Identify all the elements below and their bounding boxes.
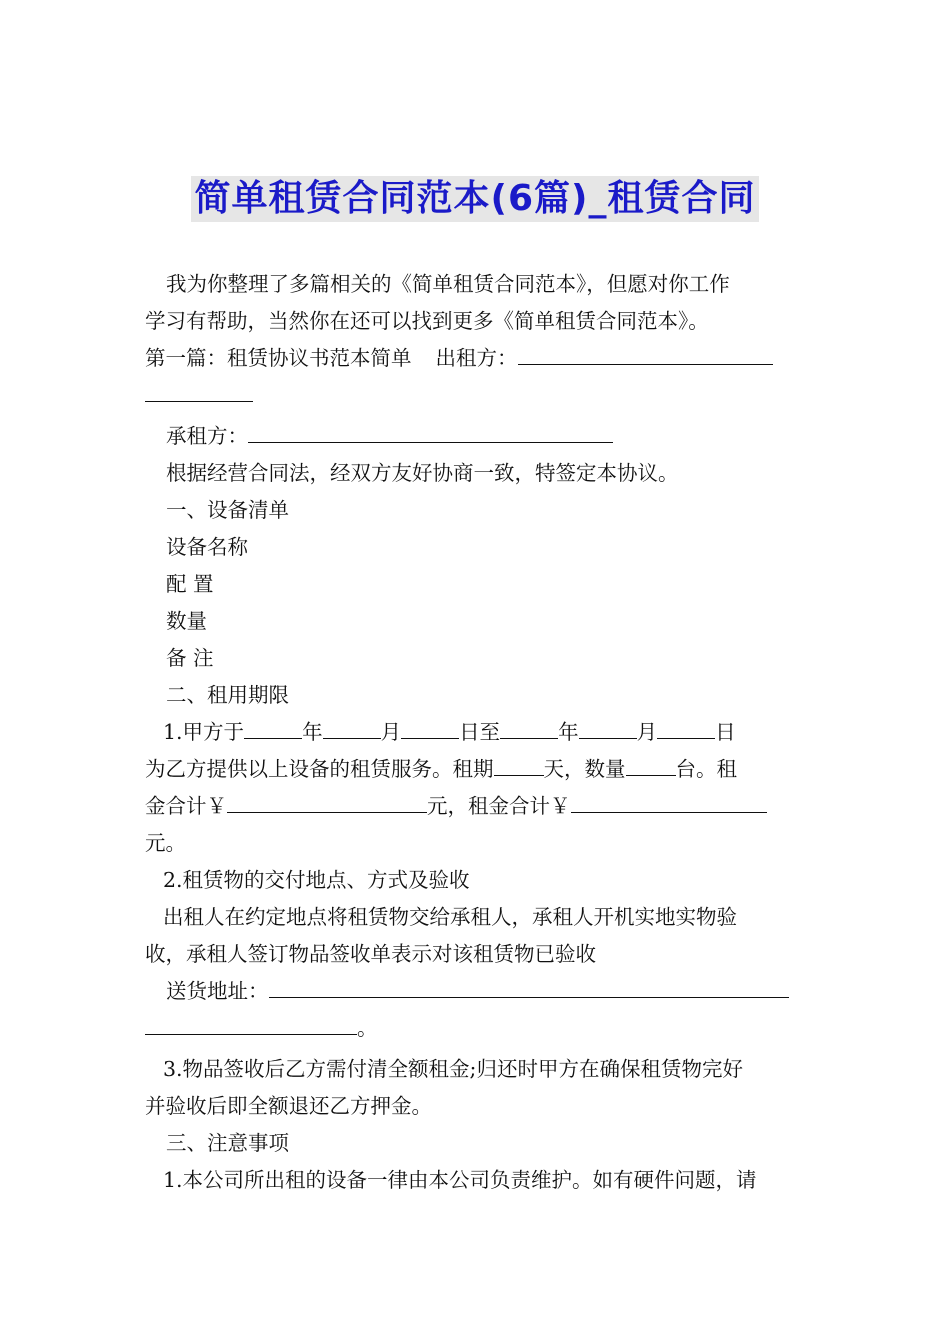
lessor-blank-2	[145, 381, 253, 402]
year-blank-1	[244, 718, 302, 739]
quantity-blank	[626, 755, 676, 776]
equipment-item-name: 设备名称	[166, 535, 248, 559]
clause-2-1-line-1	[145, 714, 807, 751]
month-label-2: 月	[636, 720, 658, 744]
delivery-address-label: 送货地址：	[166, 979, 269, 1003]
equipment-item-quantity: 数量	[166, 609, 207, 633]
clause-2-1-service-text: 为乙方提供以上设备的租赁服务。租期	[145, 757, 494, 781]
clause-2-1-line-2	[145, 751, 807, 788]
clause-2-1-line-4: 元。	[145, 831, 186, 855]
lessee-line	[145, 418, 807, 455]
clause-2-1-days-text: 天，数量	[543, 757, 626, 781]
month-blank-2	[579, 718, 637, 739]
lessor-blank-continuation	[145, 377, 807, 414]
day-label-2: 日	[715, 720, 736, 744]
intro-line-1: 我为你整理了多篇相关的《简单租赁合同范本》，但愿对你工作	[166, 272, 730, 296]
day-to-label: 日至	[459, 720, 501, 744]
clause-2-1-line-3	[145, 788, 807, 825]
clause-2-3-text-2: 并验收后即全额退还乙方押金。	[145, 1094, 432, 1118]
equipment-item-config: 配 置	[166, 572, 214, 596]
month-label-1: 月	[380, 720, 402, 744]
preamble: 根据经营合同法，经双方友好协商一致，特签定本协议。	[166, 461, 679, 485]
section2-heading: 二、租用期限	[166, 683, 289, 707]
clause-2-3-text-1: 3.物品签收后乙方需付清全额租金;归还时甲方在确保租赁物完好	[163, 1057, 743, 1081]
lessor-label: 出租方：	[435, 346, 518, 370]
day-blank-1	[401, 718, 459, 739]
part1-heading-line	[145, 340, 807, 377]
rent-total-blank-2	[571, 792, 767, 813]
year-label-2: 年	[558, 720, 579, 744]
document-body	[145, 266, 807, 1199]
equipment-item-remarks: 备 注	[166, 646, 214, 670]
delivery-address-end: 。	[357, 1016, 378, 1040]
month-blank-1	[323, 718, 381, 739]
day-blank-2	[657, 718, 715, 739]
delivery-address-blank-2	[145, 1014, 357, 1035]
rent-total-label-1: 金合计￥	[145, 794, 227, 818]
clause-2-2-heading: 2.租赁物的交付地点、方式及验收	[163, 868, 470, 892]
clause-2-1-units-text: 台。租	[675, 757, 737, 781]
clause-2-1-prefix: 1.甲方于	[163, 720, 245, 744]
delivery-address-blank	[269, 977, 789, 998]
section1-heading: 一、设备清单	[166, 498, 289, 522]
clause-3-1-text: 1.本公司所出租的设备一律由本公司负责维护。如有硬件问题，请	[163, 1168, 757, 1192]
term-days-blank	[494, 755, 544, 776]
delivery-address-continuation	[145, 1010, 807, 1047]
part1-heading: 第一篇：租赁协议书范本简单	[145, 346, 412, 370]
year-blank-2	[500, 718, 558, 739]
rent-total-label-2: 元，租金合计￥	[427, 794, 571, 818]
clause-2-2-text-2: 收，承租人签订物品签收单表示对该租赁物已验收	[145, 942, 596, 966]
section3-heading: 三、注意事项	[166, 1131, 289, 1155]
document-title: 简单租赁合同范本(6篇)_租赁合同	[191, 176, 760, 222]
delivery-address-line	[145, 973, 807, 1010]
title-container	[0, 176, 950, 222]
rent-total-blank-1	[227, 792, 427, 813]
lessee-blank	[248, 422, 613, 443]
lessor-blank	[518, 344, 773, 365]
clause-2-2-text-1: 出租人在约定地点将租赁物交给承租人，承租人开机实地实物验	[163, 905, 737, 929]
year-label-1: 年	[302, 720, 323, 744]
lessee-label: 承租方：	[166, 424, 248, 448]
intro-line-2: 学习有帮助，当然你在还可以找到更多《简单租赁合同范本》。	[145, 309, 709, 333]
